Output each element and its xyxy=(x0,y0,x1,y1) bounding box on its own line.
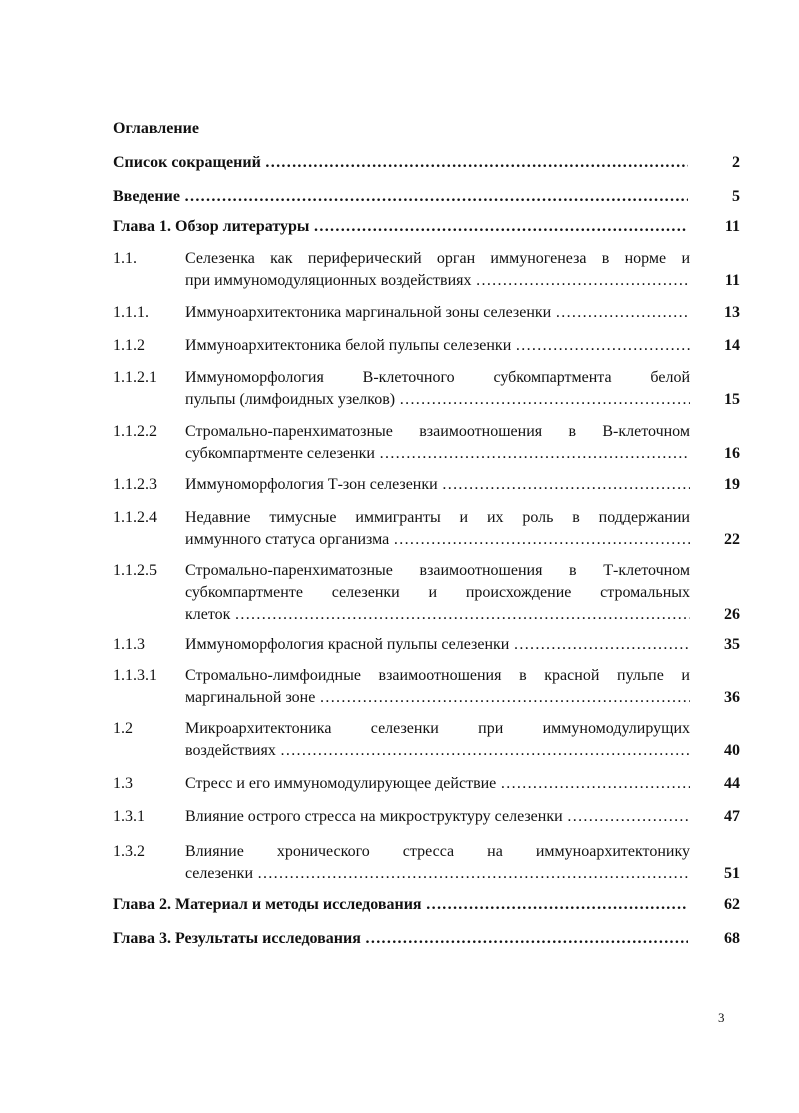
toc-entry-title-line: Список сокращений ………………………………………………………………………………………………………………………………………………………………………… xyxy=(113,152,688,174)
toc-entry[interactable] xyxy=(113,302,740,324)
toc-entry[interactable] xyxy=(113,560,740,626)
toc-entry-number: 1.1.2.2 xyxy=(113,423,157,440)
toc-entry-number: 1.2 xyxy=(113,720,133,737)
toc-entry[interactable] xyxy=(113,335,740,357)
toc-entry-number: 1.1.1. xyxy=(113,304,149,321)
toc-entry-page: 40 xyxy=(724,742,740,759)
toc-entry[interactable] xyxy=(113,248,740,292)
toc-entry-title-line: пульпы (лимфоидных узелков) ………………………………………………………………………………………………………………………………………………………………………… xyxy=(185,389,690,411)
toc-entry-page: 36 xyxy=(724,689,740,706)
toc-entry[interactable] xyxy=(113,152,740,174)
toc-entry-page: 47 xyxy=(724,808,740,825)
toc-entry-number: 1.3 xyxy=(113,775,133,792)
toc-entry-page: 62 xyxy=(724,896,740,913)
toc-entry-title-line: субкомпартменте селезенки ………………………………………………………………………………………………………………………………………………………………………… xyxy=(185,443,690,465)
toc-entry-title-line: воздействиях ………………………………………………………………………………………………………………………………………………………………………… xyxy=(185,740,690,762)
page-number: 3 xyxy=(718,1010,725,1025)
toc-entry[interactable] xyxy=(113,421,740,465)
toc-entry-title-line: маргинальной зоне ………………………………………………………………………………………………………………………………………………………………………… xyxy=(185,687,690,709)
toc-entry[interactable] xyxy=(113,718,740,762)
toc-entry-page: 19 xyxy=(724,476,740,493)
toc-entry[interactable] xyxy=(113,928,740,950)
toc-entry-page: 11 xyxy=(724,272,740,289)
toc-entry-page: 2 xyxy=(732,154,740,171)
toc-entry-page: 14 xyxy=(724,337,740,354)
toc-entry[interactable] xyxy=(113,367,740,411)
toc-entry-title-line: Глава 3. Результаты исследования ………………………………………………………………………………………………………………………………………………………………………… xyxy=(113,928,688,950)
toc-entry[interactable] xyxy=(113,806,740,828)
toc-entry-page: 13 xyxy=(724,304,740,321)
toc-entry-title-line: Иммуноморфология В-клеточного субкомпартмента белой xyxy=(185,369,690,386)
toc-entry-number: 1.1.2.3 xyxy=(113,476,157,493)
toc-entry[interactable] xyxy=(113,894,740,916)
toc-entry-number: 1.1.3.1 xyxy=(113,667,157,684)
toc-entry-page: 51 xyxy=(724,865,740,882)
toc-entry-title-line: Иммуноморфология красной пульпы селезенки ………………………………………………………………………………………………………………………………………………………………………… xyxy=(185,634,690,656)
toc-entry-number: 1.1.3 xyxy=(113,636,145,653)
toc-entry-title-line: Недавние тимусные иммигранты и их роль в поддержании xyxy=(185,509,690,526)
toc-entry-number: 1.1.2 xyxy=(113,337,145,354)
toc-entry[interactable] xyxy=(113,186,740,208)
toc-entry-page: 68 xyxy=(724,930,740,947)
toc-entry[interactable] xyxy=(113,474,740,496)
toc-entry-title-line: Стресс и его иммуномодулирующее действие ………………………………………………………………………………………………………………………………………………………………………… xyxy=(185,773,690,795)
toc-entry-number: 1.1. xyxy=(113,250,137,267)
toc-entry-title-line: Глава 2. Материал и методы исследования ………………………………………………………………………………………………………………………………………………………………………… xyxy=(113,894,688,916)
toc-entry-title-line: Иммуноархитектоника маргинальной зоны селезенки ………………………………………………………………………………………………………………………………………………………………………… xyxy=(185,302,690,324)
toc-entry[interactable] xyxy=(113,216,740,238)
toc-entry-title-line: при иммуномодуляционных воздействиях ………………………………………………………………………………………………………………………………………………………………………… xyxy=(185,270,690,292)
toc-entry-title-line: клеток ………………………………………………………………………………………………………………………………………………………………………… xyxy=(185,604,690,626)
toc-entry-number: 1.3.1 xyxy=(113,808,145,825)
toc-entry-title-line: иммунного статуса организма ………………………………………………………………………………………………………………………………………………………………………… xyxy=(185,529,690,551)
toc-entry[interactable] xyxy=(113,773,740,795)
toc-entry-title-line: Глава 1. Обзор литературы ………………………………………………………………………………………………………………………………………………………………………… xyxy=(113,216,688,238)
toc-entry[interactable] xyxy=(113,665,740,709)
toc-entry-page: 11 xyxy=(724,218,740,235)
toc-entry-title-line: Влияние острого стресса на микроструктуру селезенки ………………………………………………………………………………………………………………………………………………………………………… xyxy=(185,806,690,828)
toc-entry-title-line: Введение ………………………………………………………………………………………………………………………………………………………………………… xyxy=(113,186,688,208)
toc-entry-page: 15 xyxy=(724,391,740,408)
toc-entry-number: 1.1.2.5 xyxy=(113,562,157,579)
toc-entry-title-line: селезенки ………………………………………………………………………………………………………………………………………………………………………… xyxy=(185,863,690,885)
toc-entry-page: 22 xyxy=(724,531,740,548)
toc-entry-number: 1.1.2.1 xyxy=(113,369,157,386)
toc-entry-title-line: Влияние хронического стресса на иммуноархитектонику xyxy=(185,843,690,860)
toc-entry-title-line: Стромально-паренхиматозные взаимоотношения в В-клеточном xyxy=(185,423,690,440)
toc-entry[interactable] xyxy=(113,634,740,656)
toc-entry-page: 5 xyxy=(732,188,740,205)
toc-entry-title-line: субкомпартменте селезенки и происхождение стромальных xyxy=(185,584,690,601)
toc-entry-page: 26 xyxy=(724,606,740,623)
toc-entry-page: 35 xyxy=(724,636,740,653)
toc-entry-number: 1.1.2.4 xyxy=(113,509,157,526)
toc-entry-number: 1.3.2 xyxy=(113,843,145,860)
toc-entry-page: 44 xyxy=(724,775,740,792)
toc-entry-title-line: Иммуноморфология Т-зон селезенки ………………………………………………………………………………………………………………………………………………………………………… xyxy=(185,474,690,496)
toc-entry[interactable] xyxy=(113,841,740,885)
toc-entry-title-line: Стромально-паренхиматозные взаимоотношения в Т-клеточном xyxy=(185,562,690,579)
toc-entry-title-line: Стромально-лимфоидные взаимоотношения в красной пульпе и xyxy=(185,667,690,684)
toc-entry-page: 16 xyxy=(724,445,740,462)
toc-entry-title-line: Иммуноархитектоника белой пульпы селезенки ………………………………………………………………………………………………………………………………………………………………………… xyxy=(185,335,690,357)
toc-entry[interactable] xyxy=(113,507,740,551)
toc-heading: Оглавление xyxy=(113,120,199,137)
toc-entry-title-line: Селезенка как периферический орган иммуногенеза в норме и xyxy=(185,250,690,267)
toc-entry-title-line: Микроархитектоника селезенки при иммуномодулирущих xyxy=(185,720,690,737)
